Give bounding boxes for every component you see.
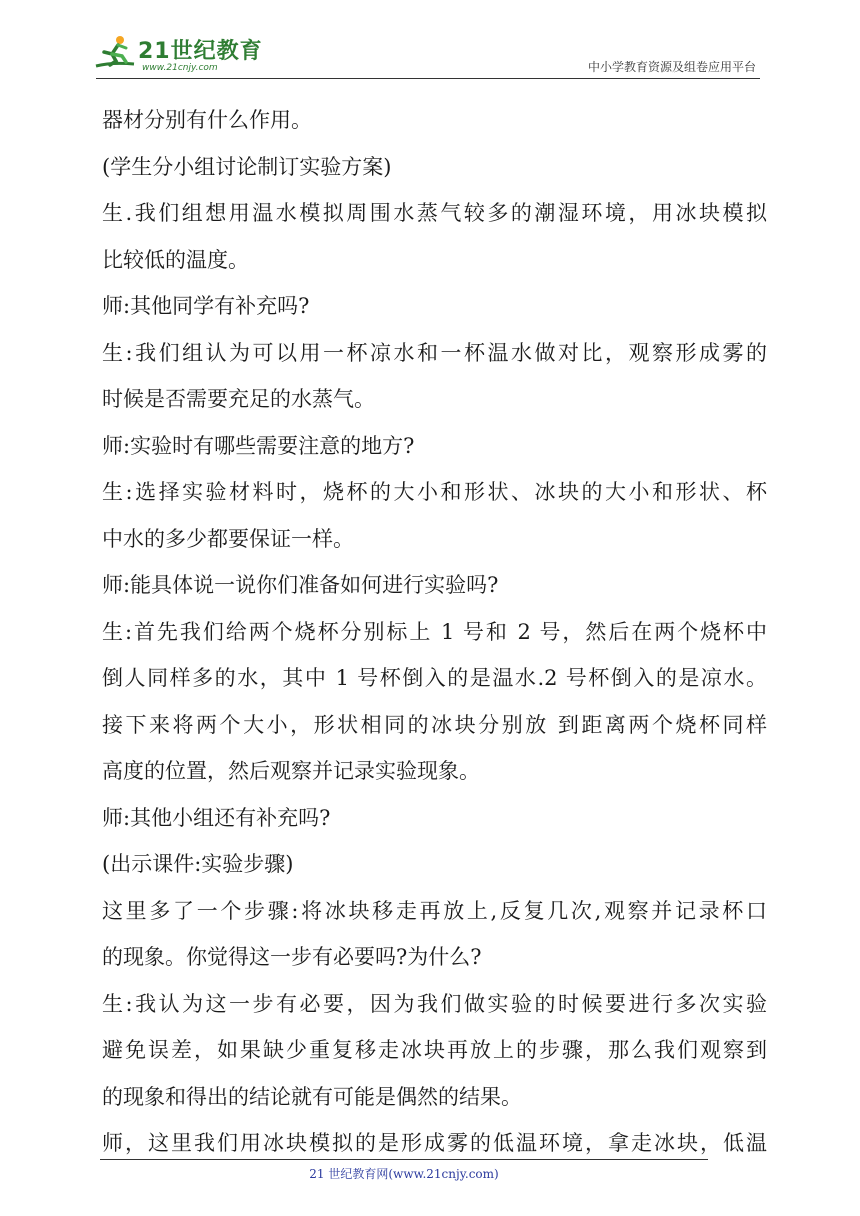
footer-divider [100,1159,708,1160]
text-line: (学生分小组讨论制订实验方案) [102,154,392,179]
page-header [0,0,860,80]
text-line: 接下来将两个大小，形状相同的冰块分别放 到距离两个烧杯同样 [102,712,767,737]
text-line: 师:实验时有哪些需要注意的地方? [102,433,415,458]
header-divider [96,78,760,79]
text-line: 生:我们组认为可以用一杯凉水和一杯温水做对比，观察形成雾的 [102,340,767,365]
text-line: 高度的位置，然后观察并记录实验现象。 [102,759,480,783]
text-line: (出示课件:实验步骤) [102,852,294,876]
text-line: 生:首先我们给两个烧杯分别标上 1 号和 2 号，然后在两个烧杯中 [102,619,767,644]
text-line: 师:其他同学有补充吗? [102,294,310,318]
header-slogan: 中小学教育资源及组卷应用平台 [587,60,756,74]
text-line: 的现象。你觉得这一步有必要吗?为什么? [102,945,482,969]
text-line: 器材分别有什么作用。 [102,108,312,132]
text-line: 师:能具体说一说你们准备如何进行实验吗? [102,573,499,597]
text-line: 避免误差，如果缺少重复移走冰块再放上的步骤，那么我们观察到 [102,1038,767,1062]
text-line: 的现象和得出的结论就有可能是偶然的结果。 [102,1084,522,1109]
logo-text: 21世纪教育 [138,39,263,64]
text-line: 中水的多少都要保证一样。 [102,526,354,551]
document-body [102,97,767,1167]
runner-logo-icon [92,34,138,74]
page-footer[interactable]: 21 世纪教育网(www.21cnjy.com) [309,1167,499,1181]
text-line: 倒人同样多的水，其中 1 号杯倒入的是温水.2 号杯倒入的是凉水。 [102,666,767,690]
logo-url: www.21cnjy.com [142,63,218,73]
text-line: 时候是否需要充足的水蒸气。 [102,387,375,411]
text-line: 生:我认为这一步有必要，因为我们做实验的时候要进行多次实验 [102,991,767,1016]
text-line: 师:其他小组还有补充吗? [102,805,331,830]
text-line: 师，这里我们用冰块模拟的是形成雾的低温环境，拿走冰块，低温 [102,1131,767,1155]
text-line: 生.我们组想用温水模拟周围水蒸气较多的潮湿环境，用冰块模拟 [102,201,767,225]
text-line: 这里多了一个步骤:将冰块移走再放上,反复几次,观察并记录杯口 [102,898,767,923]
text-line: 比较低的温度。 [102,247,249,272]
text-line: 生:选择实验材料时，烧杯的大小和形状、冰块的大小和形状、杯 [102,480,767,504]
site-logo[interactable] [92,34,262,80]
